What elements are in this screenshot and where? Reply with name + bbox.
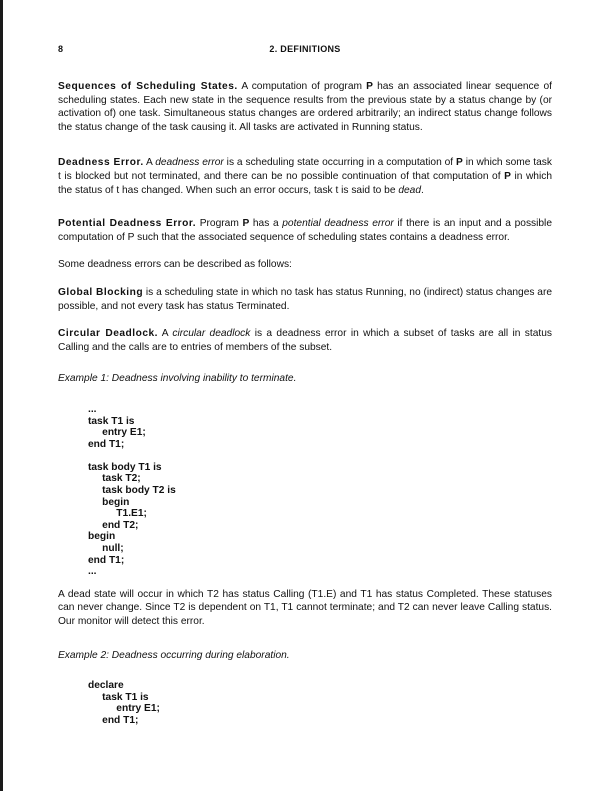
term-heading: Circular Deadlock. xyxy=(58,328,158,340)
term-heading: Deadness Error. xyxy=(58,157,144,169)
page-body xyxy=(58,80,552,735)
paragraph-sequences-of-scheduling-states: Sequences of Scheduling States. A computation of program P has an associated linear sequence of scheduling states. Each new state in the sequence results from the previous state by a status change by (or activation of) one task. Simultaneous status changes are ordered arbitrarily; an indirect status change follows the status change of the task causing it. All tasks are activated in Running status. xyxy=(58,81,552,133)
example-2-code xyxy=(88,680,552,726)
term-heading: Sequences of Scheduling States. xyxy=(58,81,238,92)
code-line: task body T1 is xyxy=(88,461,162,473)
example-1-caption: Example 1: Deadness involving inability to terminate. xyxy=(58,373,297,385)
term-heading: Global Blocking xyxy=(58,286,144,298)
example-1-code xyxy=(88,404,552,578)
code-line: end T1; xyxy=(88,714,139,726)
code-line: begin xyxy=(88,531,116,543)
code-line: null; xyxy=(88,543,124,555)
term-heading: Potential Deadness Error. xyxy=(58,218,197,230)
code-line: end T1; xyxy=(88,554,125,566)
code-line: declare xyxy=(88,680,124,692)
page-number: 8 xyxy=(58,44,64,54)
chapter-title: 2. DEFINITIONS xyxy=(269,44,341,54)
page-binding-edge xyxy=(0,0,3,791)
code-line: task T2; xyxy=(88,473,141,485)
paragraph-example-1-explanation: A dead state will occur in which T2 has status Calling (T1.E) and T1 has status Completed. These statuses can never change. Since T2 is dependent on T1, T1 cannot terminate; and T2 can never leave Calling status. Our monitor will detect this error. xyxy=(58,588,552,627)
code-line: T1.E1; xyxy=(88,508,147,520)
code-line: ... xyxy=(88,566,97,578)
code-line: entry E1; xyxy=(88,427,146,439)
paragraph-global-blocking: Global Blocking is a scheduling state in which no task has status Running, no (indirect) status changes are possible, and not every task has status Terminated. xyxy=(58,286,553,312)
paragraph-deadness-error: Deadness Error. A deadness error is a scheduling state occurring in a computation of P in which some task t is blocked but not terminated, and there can be no possible continuation of that computation of P in which the status of t has changed. When such an error occurs, task t is said to be dead. xyxy=(58,157,552,196)
paragraph-circular-deadlock: Circular Deadlock. A circular deadlock is a deadness error in which a subset of tasks are all in status Calling and the calls are to entries of members of the subset. xyxy=(58,328,552,353)
code-line: task T1 is xyxy=(88,415,135,427)
code-line: task T1 is xyxy=(88,691,149,703)
paragraph-intro: Some deadness errors can be described as follows: xyxy=(58,259,292,271)
code-line: task body T2 is xyxy=(88,485,176,497)
paragraph-potential-deadness-error: Potential Deadness Error. Program P has a potential deadness error if there is an input and a possible computation of P such that the associated sequence of scheduling states contains a deadness error. xyxy=(58,218,552,243)
example-2-caption: Example 2: Deadness occurring during elaboration. xyxy=(58,649,290,661)
code-line: entry E1; xyxy=(88,703,160,715)
code-line: ... xyxy=(88,403,97,415)
code-line: begin xyxy=(88,496,130,508)
code-line: end T1; xyxy=(88,438,125,450)
code-line: end T2; xyxy=(88,519,139,531)
